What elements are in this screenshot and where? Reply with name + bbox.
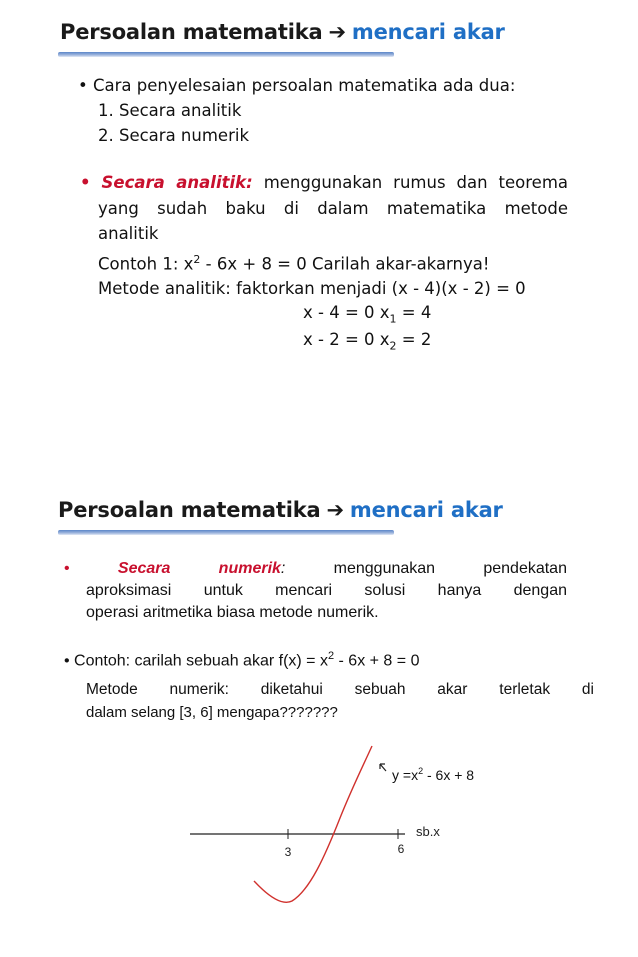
function-graph <box>0 478 638 957</box>
curve-label-pre: y =x <box>392 767 419 783</box>
contoh-suffix: - 6x + 8 = 0 Carilah akar-akarnya! <box>200 254 490 274</box>
tick-6-label: 6 <box>397 842 405 856</box>
numerik-colon: : <box>280 560 286 577</box>
curve-label <box>392 766 474 783</box>
pointer-arrow-icon <box>380 764 386 771</box>
list-item-2: 2. Secara numerik <box>98 126 249 145</box>
contoh-sup: 2 <box>193 253 201 266</box>
analitik-bullet: • <box>80 173 91 192</box>
root-1-pre: x - 4 = 0 x <box>303 303 390 322</box>
numerik-term-2: numerik <box>218 560 281 577</box>
numerik-term-1: Secara <box>117 560 171 577</box>
numerik-line-3: operasi aritmetika biasa metode numerik. <box>86 604 379 621</box>
root-1-post: = 4 <box>396 303 432 322</box>
contoh-1 <box>98 253 490 274</box>
analitik-term: Secara analitik: <box>101 173 253 192</box>
slide-analitik <box>0 0 638 470</box>
slide-numerik <box>0 478 638 957</box>
analitik-line-2: yang sudah baku di dalam matematika metode <box>98 199 568 218</box>
root-2-sub: 2 <box>389 339 397 353</box>
root-2-pre: x - 2 = 0 x <box>303 330 390 349</box>
arrow-icon: ➔ <box>328 20 346 44</box>
bullet-intro: • Cara penyelesaian persoalan matematika ada dua: <box>78 76 516 95</box>
numerik-line-1-rest: menggunakan pendekatan <box>333 560 567 577</box>
list-item-1: 1. Secara analitik <box>98 101 242 120</box>
title-right: mencari akar <box>351 20 505 44</box>
root-2 <box>303 330 431 352</box>
contoh-suffix: - 6x + 8 = 0 <box>334 652 420 670</box>
tick-3-label: 3 <box>284 845 292 859</box>
curve-label-post: - 6x + 8 <box>423 767 475 783</box>
title-underline <box>58 52 394 57</box>
metode-numerik-line-1: Metode numerik: diketahui sebuah akar terletak di <box>86 681 594 698</box>
analitik-line-1-rest: menggunakan rumus dan teorema <box>263 173 569 192</box>
contoh-sup: 2 <box>327 650 335 662</box>
root-1-sub: 1 <box>389 312 397 326</box>
root-2-post: = 2 <box>396 330 432 349</box>
contoh-prefix: Contoh 1: x <box>98 254 194 274</box>
title-left: Persoalan matematika <box>60 20 323 44</box>
arrow-icon: ➔ <box>326 498 344 522</box>
analitik-line-1 <box>80 173 568 192</box>
metode-analitik: Metode analitik: faktorkan menjadi (x - 4)(x - 2) = 0 <box>98 279 526 298</box>
title-left: Persoalan matematika <box>58 498 321 522</box>
root-1 <box>303 303 431 325</box>
contoh-prefix: • Contoh: carilah sebuah akar f(x) = x <box>64 652 328 670</box>
numerik-bullet: • <box>64 560 70 577</box>
numerik-line-2: aproksimasi untuk mencari solusi hanya dengan <box>86 582 567 599</box>
metode-numerik-line-2: dalam selang [3, 6] mengapa??????? <box>86 704 338 721</box>
curve-label-sup: 2 <box>418 766 424 776</box>
function-curve <box>254 746 372 902</box>
analitik-line-3: analitik <box>98 224 159 243</box>
axis-label: sb.x <box>416 824 440 839</box>
title-right: mencari akar <box>349 498 503 522</box>
slide-title <box>60 20 505 44</box>
